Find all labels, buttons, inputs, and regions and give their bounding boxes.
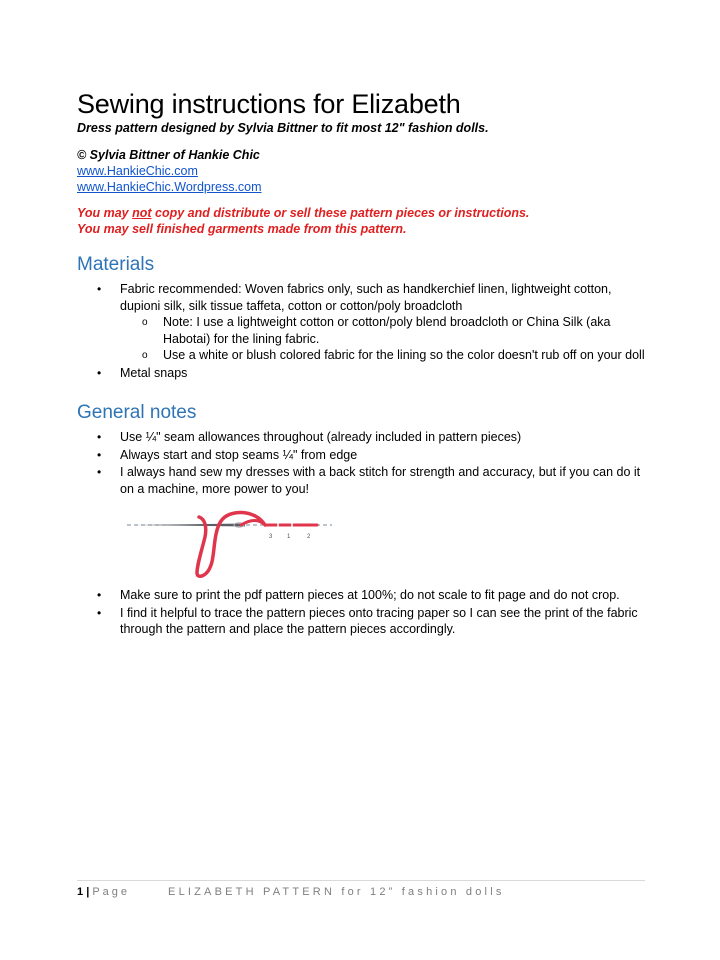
materials-heading: Materials	[77, 254, 155, 275]
page-word: Page	[92, 886, 131, 898]
bullet-icon: •	[97, 430, 102, 444]
bullet-icon: •	[97, 282, 102, 296]
subtitle: Dress pattern designed by Sylvia Bittner to fit most 12" fashion dolls.	[77, 121, 489, 135]
list-item-text: I find it helpful to trace the pattern pieces onto tracing paper so I can see the print of the fabric through the pattern and place the pattern pieces accordingly.	[120, 605, 638, 636]
bullet-icon: •	[97, 588, 102, 602]
general-notes-list-continued	[77, 587, 647, 638]
list-item	[77, 587, 647, 604]
back-stitch-illustration	[127, 507, 337, 579]
website-link[interactable]: www.HankieChic.com	[77, 164, 198, 178]
sub-list-item	[120, 314, 647, 347]
sub-list	[120, 314, 647, 364]
bullet-icon: •	[97, 605, 102, 620]
warning-text-start: You may	[77, 206, 133, 220]
copyright-warning	[77, 205, 647, 237]
list-item	[77, 605, 647, 638]
needle-thread-icon	[127, 507, 337, 579]
sub-list-item-text: Use a white or blush colored fabric for the lining so the color doesn't rub off on your doll	[163, 348, 645, 362]
list-item-text: I always hand sew my dresses with a back stitch for strength and accuracy, but if you can do it on a machine, more power to you!	[120, 465, 641, 496]
list-item-text: Use ¼" seam allowances throughout (already included in pattern pieces)	[120, 430, 522, 444]
list-item	[77, 281, 647, 364]
page-title: Sewing instructions for Elizabeth	[77, 89, 461, 119]
stitch-label: 1	[287, 534, 291, 540]
general-notes-list	[77, 429, 647, 497]
list-item	[77, 464, 647, 497]
bullet-icon: •	[97, 465, 102, 479]
needle-icon	[135, 524, 245, 527]
list-item-text: Always start and stop seams ¼" from edge	[120, 447, 358, 462]
list-item-text: Fabric recommended: Woven fabrics only, such as handkerchief linen, lightweight cotton, dupioni silk, silk tissue taffeta, cotton or cotton/poly broadcloth	[120, 282, 612, 313]
list-item	[77, 447, 647, 464]
list-item	[77, 429, 647, 446]
document-page	[77, 88, 647, 639]
warning-emphasis: not	[132, 206, 152, 220]
thread-stitches	[241, 521, 317, 526]
bullet-icon: •	[97, 365, 102, 380]
circle-bullet-icon: o	[142, 350, 148, 361]
bullet-icon: •	[97, 447, 102, 462]
list-item-text: Make sure to print the pdf pattern pieces at 100%; do not scale to fit page and do not crop.	[120, 588, 620, 602]
stitch-label: 3	[269, 534, 273, 540]
sub-list-item-text: Note: I use a lightweight cotton or cotton/poly blend broadcloth or China Silk (aka Habotai) for the lining fabric.	[163, 315, 611, 346]
warning-text-end: copy and distribute or sell these pattern pieces or instructions.	[151, 206, 530, 220]
list-item-text: Metal snaps	[120, 365, 188, 380]
list-item	[77, 365, 647, 382]
page-number: 1	[77, 886, 84, 898]
blog-link[interactable]: www.HankieChic.Wordpress.com	[77, 180, 262, 194]
general-notes-heading: General notes	[77, 402, 197, 423]
stitch-label: 2	[307, 534, 311, 540]
warning-line-2: You may sell finished garments made from this pattern.	[77, 222, 407, 236]
footer-separator: |	[86, 886, 90, 898]
materials-list	[77, 281, 647, 381]
copyright-line: © Sylvia Bittner of Hankie Chic	[77, 148, 260, 162]
warning-line-1	[77, 205, 647, 221]
circle-bullet-icon: o	[142, 317, 148, 328]
footer-doc-title: ELIZABETH PATTERN for 12” fashion dolls	[168, 886, 505, 898]
page-footer	[77, 880, 645, 899]
sub-list-item	[120, 347, 647, 364]
